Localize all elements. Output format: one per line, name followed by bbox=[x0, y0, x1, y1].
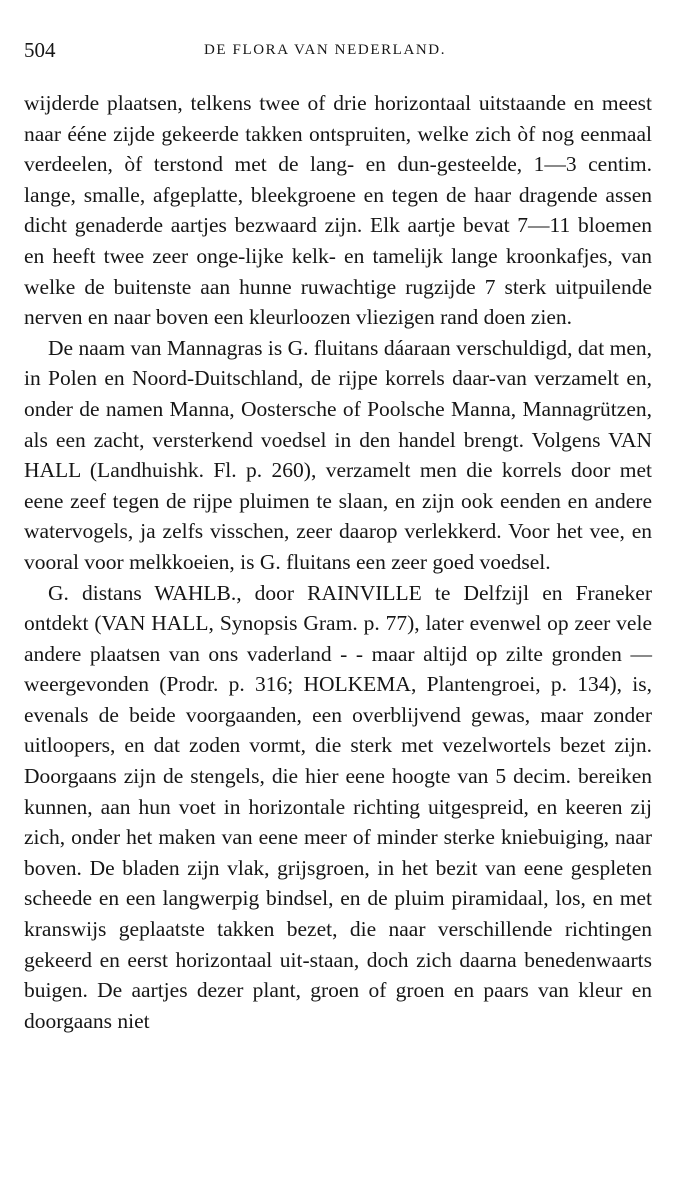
page-number: 504 bbox=[24, 38, 56, 62]
paragraph-3: G. distans WAHLB., door RAINVILLE te Delfzijl en Franeker ontdekt (VAN HALL, Synopsis Gram. p. 77), later evenwel op zeer vele andere plaatsen van ons vaderland - - maar altijd op zilte gronden — weergevonden (Prodr. p. 316; HOLKEMA, Plantengroei, p. 134), is, evenals de beide voorgaanden, een overblijvend gewas, maar zonder uitloopers, en dat zoden vormt, die sterk met vezelwortels bezet zijn. Doorgaans zijn de stengels, die hier eene hoogte van 5 decim. bereiken kunnen, aan hun voet in horizontale richting uitgespreid, en keeren zij zich, onder het maken van eene meer of minder sterke kniebuiging, naar boven. De bladen zijn vlak, grijsgroen, in het bezit van eene gespleten scheede en een langwerpig bindsel, en de pluim piramidaal, los, en met kranswijs geplaatste takken bezet, die naar verschillende richtingen gekeerd en eerst horizontaal uit-staan, doch zich daarna benedenwaarts buigen. De aartjes dezer plant, groen of groen en paars van kleur en doorgaans niet bbox=[24, 580, 652, 1033]
page-header bbox=[24, 38, 646, 62]
paragraph-2: De naam van Mannagras is G. fluitans dáaraan verschuldigd, dat men, in Polen en Noord-Duitschland, de rijpe korrels daar-van verzamelt en, onder de namen Manna, Oostersche of Poolsche Manna, Mannagrützen, als een zacht, versterkend voedsel in den handel brengt. Volgens VAN HALL (Landhuishk. Fl. p. 260), verzamelt men die korrels door met eene zeef tegen de rijpe pluimen te slaan, en zijn ook eenden en andere watervogels, ja zelfs visschen, zeer daarop verlekkerd. Voor het vee, en vooral voor melkkoeien, is G. fluitans een zeer goed voedsel. bbox=[24, 335, 652, 574]
paragraph-1: wijderde plaatsen, telkens twee of drie horizontaal uitstaande en meest naar ééne zijde gekeerde takken ontspruiten, welke zich òf nog eenmaal verdeelen, òf terstond met de lang- en dun-gesteelde, 1—3 centim. lange, smalle, afgeplatte, bleekgroene en tegen de haar dragende assen dicht genaderde aartjes bezwaard zijn. Elk aartje bevat 7—11 bloemen en heeft twee zeer onge-lijke kelk- en tamelijk lange kroonkafjes, van welke de buitenste aan hunne ruwachtige rugzijde 7 sterk uitpuilende nerven en naar boven een kleurloozen vliezigen rand doen zien. bbox=[24, 91, 652, 330]
body-text bbox=[24, 88, 652, 1036]
running-title: DE FLORA VAN NEDERLAND. bbox=[204, 42, 447, 58]
